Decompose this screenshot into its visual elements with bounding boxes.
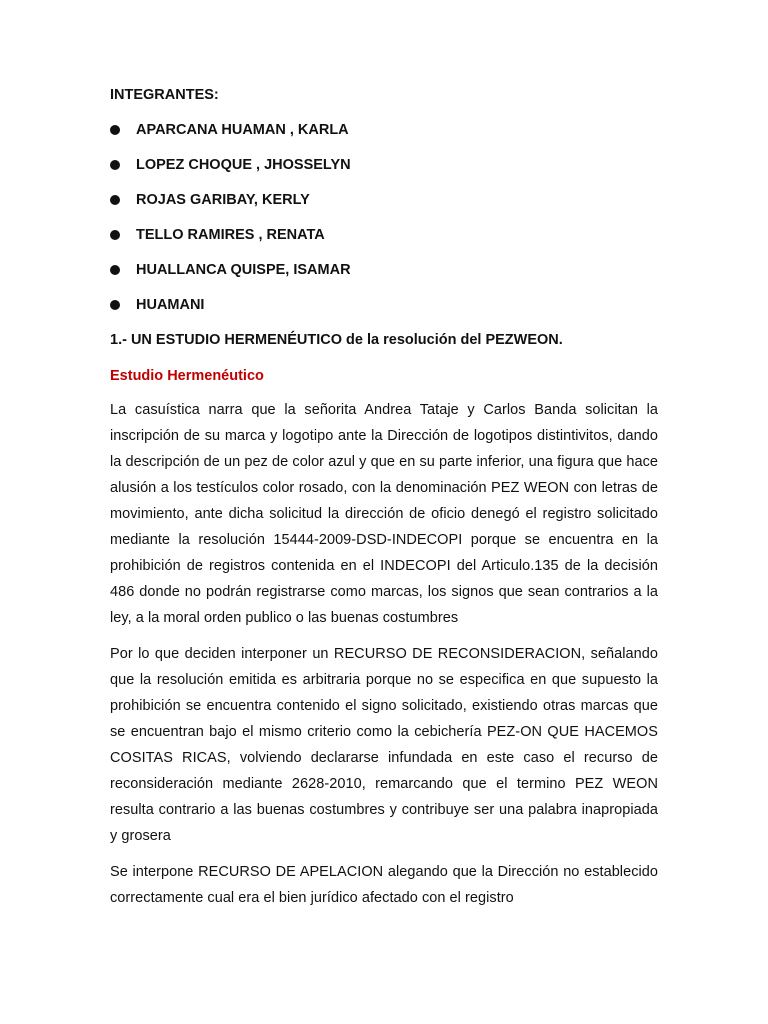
member-item [110, 226, 658, 244]
document-page [110, 86, 658, 911]
member-name: APARCANA HUAMAN , KARLA [136, 122, 349, 138]
body-paragraph: La casuística narra que la señorita Andrea Tataje y Carlos Banda solicitan la inscripción de su marca y logotipo ante la Dirección de logotipos distintivitos, dando la descripción de un pez de color azul y que en su parte inferior, una figura que hace alusión a los testículos color rosado, con la denominación PEZ WEON con letras de movimiento, ante dicha solicitud la dirección de oficio denegó el registro solicitado mediante la resolución 15444-2009-DSD-INDECOPI porque se encuentra en la prohibición de registros contenida en el INDECOPI del Articulo.135 de la decisión 486 donde no podrán registrarse como marcas, los signos que sean contrarios a la ley, a la moral orden publico o las buenas costumbres [110, 402, 658, 626]
bullet-icon [110, 230, 120, 240]
member-item [110, 191, 658, 209]
section-title: 1.- UN ESTUDIO HERMENÉUTICO de la resolución del PEZWEON. [110, 332, 563, 348]
bullet-icon [110, 300, 120, 310]
member-name: LOPEZ CHOQUE , JHOSSELYN [136, 157, 351, 173]
member-name: HUAMANI [136, 297, 205, 313]
body-paragraph: Se interpone RECURSO DE APELACION alegando que la Dirección no establecido correctamente cual era el bien jurídico afectado con el registro [110, 864, 658, 906]
integrantes-heading: INTEGRANTES: [110, 87, 219, 103]
members-list [110, 121, 658, 314]
bullet-icon [110, 125, 120, 135]
member-name: TELLO RAMIRES , RENATA [136, 227, 325, 243]
body-paragraph: Por lo que deciden interponer un RECURSO DE RECONSIDERACION, señalando que la resolución emitida es arbitraria porque no se especifica en que supuesto la prohibición se encuentra contenido el signo solicitado, existiendo otras marcas que se encuentran bajo el mismo criterio como la cebichería PEZ-ON QUE HACEMOS COSITAS RICAS, volviendo declararse infundada en este caso el recurso de reconsideración mediante 2628-2010, remarcando que el termino PEZ WEON resulta contrario a las buenas costumbres y contribuye ser una palabra inapropiada y grosera [110, 646, 658, 844]
member-name: ROJAS GARIBAY, KERLY [136, 192, 310, 208]
member-item [110, 296, 658, 314]
member-item [110, 156, 658, 174]
bullet-icon [110, 195, 120, 205]
member-item [110, 261, 658, 279]
member-item [110, 121, 658, 139]
bullet-icon [110, 160, 120, 170]
subheading: Estudio Hermenéutico [110, 368, 264, 384]
bullet-icon [110, 265, 120, 275]
member-name: HUALLANCA QUISPE, ISAMAR [136, 262, 351, 278]
